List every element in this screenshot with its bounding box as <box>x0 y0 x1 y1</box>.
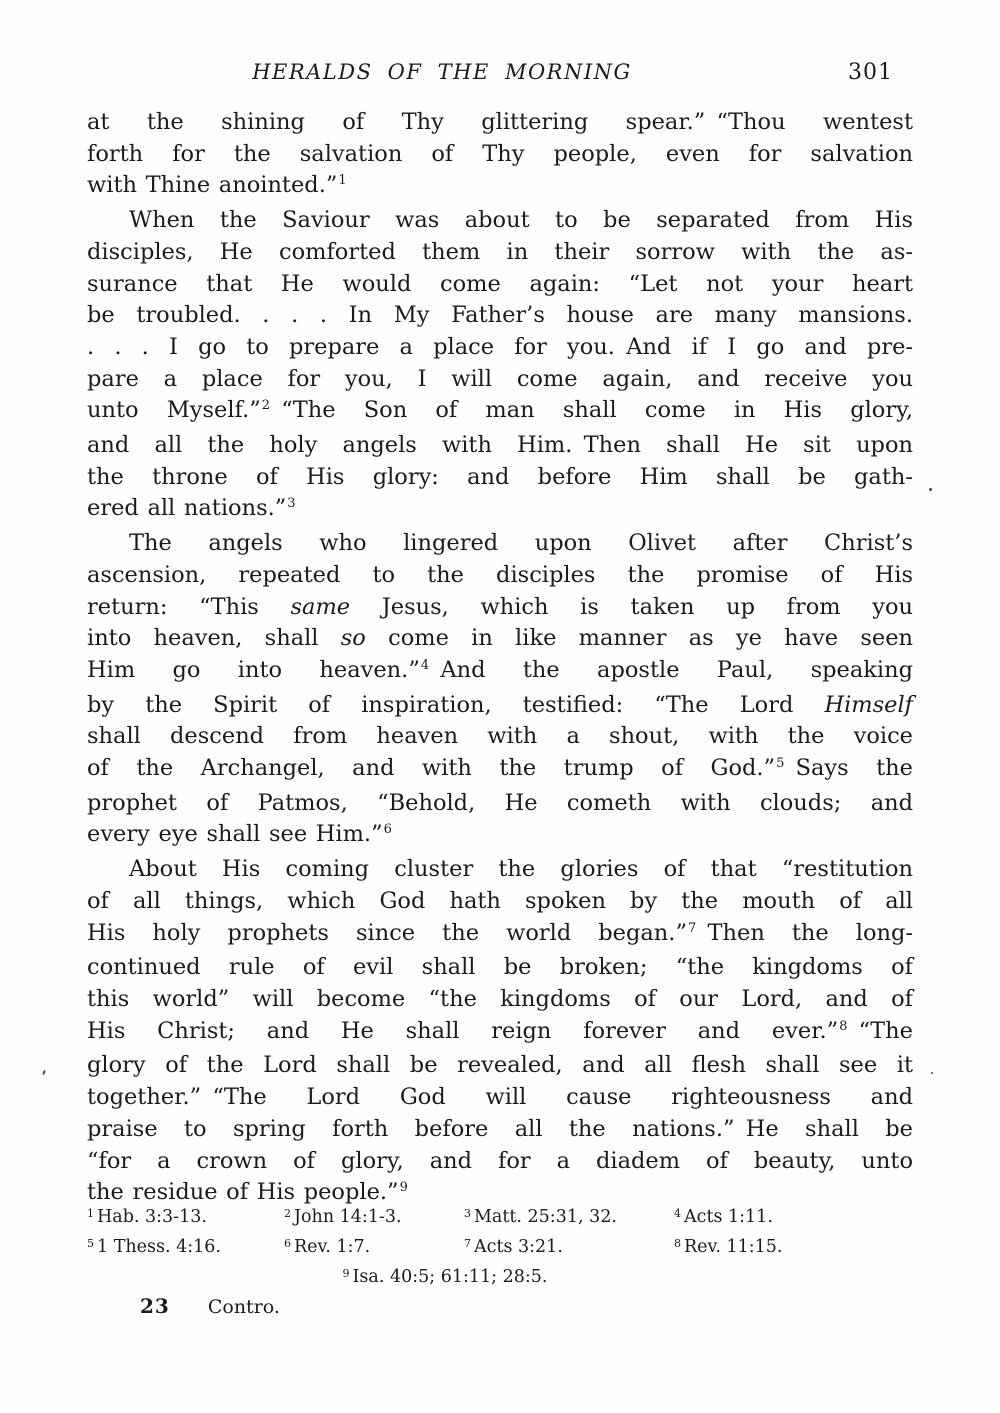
footnote: $^3$ Matt. 25:31, 32. <box>464 1207 617 1227</box>
text-segment: When the Saviour was about to be separated from His <box>129 207 913 234</box>
footnote: $^6$ Rev. 1:7. <box>284 1237 371 1257</box>
text-segment: shall descend from heaven with a shout, with the voice <box>87 723 913 750</box>
text-line <box>87 819 913 854</box>
footnote-ref: 9 <box>399 1180 408 1196</box>
text-segment: “The <box>847 1017 913 1044</box>
footnotes <box>87 1203 913 1293</box>
text-segment: “for a crown of glory, and for a diadem of beauty, unto <box>87 1147 913 1174</box>
text-segment: return: “This <box>87 593 291 620</box>
text-segment: . . . I go to prepare a place for you. And if I go and pre- <box>87 333 913 360</box>
text-segment: the residue of His people.” <box>87 1179 399 1206</box>
text-line <box>87 493 913 528</box>
text-segment: unto Myself.” <box>87 397 261 424</box>
footnote: $^9$ Isa. 40:5; 61:11; 28:5. <box>342 1267 548 1287</box>
text-line <box>87 918 913 953</box>
text-segment: and all the holy angels with Him. Then shall He sit upon <box>87 432 913 459</box>
text-segment: into heaven, shall <box>87 625 341 652</box>
footnote-ref: 3 <box>287 496 296 512</box>
text-line <box>87 107 913 139</box>
text-segment: ered all nations.” <box>87 495 287 522</box>
italic-text: so <box>340 625 366 652</box>
text-segment: Him go into heaven.” <box>87 656 420 683</box>
footnote-ref: 2 <box>261 398 271 414</box>
text-line <box>87 1082 913 1114</box>
text-line <box>87 721 913 753</box>
footnote-ref: 1 <box>338 173 347 189</box>
text-segment: Jesus, which is taken up from you <box>350 593 914 620</box>
running-title: HERALDS OF THE MORNING <box>252 60 632 84</box>
text-line <box>87 269 913 301</box>
text-segment: praise to spring forth before all the nations.” He shall be <box>87 1115 913 1142</box>
text-segment: come in like manner as ye have seen <box>365 625 914 652</box>
text-line <box>87 430 913 462</box>
scan-speck <box>931 1072 933 1074</box>
text-line <box>87 364 913 396</box>
text-line <box>87 462 913 494</box>
footnote-number: 1 <box>87 1207 94 1220</box>
text-segment: surance that He would come again: “Let not your heart <box>87 270 913 297</box>
footnote: $^2$ John 14:1-3. <box>284 1207 402 1227</box>
footnote-ref: 5 <box>776 756 785 772</box>
footnote-row <box>87 1203 913 1233</box>
footnote-ref: 7 <box>687 920 697 936</box>
footnote: $^5$ 1 Thess. 4:16. <box>87 1237 221 1257</box>
text-line <box>87 753 913 788</box>
text-segment: glory of the Lord shall be revealed, and all flesh shall see it <box>87 1052 913 1079</box>
footnote-number: 7 <box>464 1237 471 1250</box>
footnote-row <box>87 1233 913 1263</box>
text-segment: Says the <box>784 755 913 782</box>
footnote-ref: 6 <box>383 822 392 838</box>
text-segment: “The Son of man shall come in His glory, <box>270 397 913 424</box>
text-segment: disciples, He comforted them in their sorrow with the as- <box>87 238 913 265</box>
text-line <box>87 528 913 560</box>
text-line <box>87 623 913 655</box>
text-segment: His holy prophets since the world began.” <box>87 919 687 946</box>
footnote-row-centered <box>87 1263 913 1293</box>
scan-speck <box>42 1070 46 1075</box>
text-line <box>87 300 913 332</box>
footnote-number: 5 <box>87 1237 94 1250</box>
text-segment: ascension, repeated to the disciples the promise of His <box>87 561 913 588</box>
text-line <box>87 205 913 237</box>
text-line <box>87 655 913 690</box>
page-number: 301 <box>848 60 893 85</box>
text-line <box>87 984 913 1016</box>
text-segment: be troubled. . . . In My Father’s house are many mansions. <box>87 302 913 329</box>
text-segment: About His coming cluster the glories of that “restitution <box>129 856 913 883</box>
page-header <box>87 60 913 92</box>
text-segment: this world” will become “the kingdoms of our Lord, and of <box>87 985 913 1012</box>
text-line <box>87 1016 913 1051</box>
footnote: $^4$ Acts 1:11. <box>674 1207 773 1227</box>
body-text <box>87 107 913 1212</box>
text-line <box>87 395 913 430</box>
text-segment: And the apostle Paul, speaking <box>429 656 913 683</box>
footnote-number: 6 <box>284 1237 291 1250</box>
text-segment: continued rule of evil shall be broken; “the kingdoms of <box>87 954 913 981</box>
text-segment: His Christ; and He shall reign forever and ever.” <box>87 1017 839 1044</box>
text-segment: every eye shall see Him.” <box>87 821 383 848</box>
scan-speck <box>929 488 932 491</box>
text-segment: by the Spirit of inspiration, testified: “The Lord <box>87 691 825 718</box>
text-segment: of all things, which God hath spoken by the mouth of all <box>87 887 913 914</box>
footnote: $^8$ Rev. 11:15. <box>674 1237 783 1257</box>
text-segment: prophet of Patmos, “Behold, He cometh with clouds; and <box>87 789 913 816</box>
text-line <box>87 952 913 984</box>
text-segment: at the shining of Thy glittering spear.” “Thou wentest <box>87 109 913 135</box>
text-line <box>87 139 913 171</box>
text-segment: forth for the salvation of Thy people, even for salvation <box>87 140 913 167</box>
text-line <box>87 592 913 624</box>
text-segment: of the Archangel, and with the trump of God.” <box>87 755 776 782</box>
footnote-ref: 4 <box>420 657 430 673</box>
text-segment: with Thine anointed.” <box>87 172 338 199</box>
text-line <box>87 854 913 886</box>
footnote-number: 2 <box>284 1207 291 1220</box>
footnote: $^1$ Hab. 3:3-13. <box>87 1207 207 1227</box>
signature-label: Contro. <box>207 1296 280 1318</box>
text-line <box>87 332 913 364</box>
text-line <box>87 237 913 269</box>
footnote-number: 8 <box>674 1237 681 1250</box>
italic-text: Himself <box>824 691 913 718</box>
page-footer <box>140 1294 280 1318</box>
footnote-ref: 8 <box>839 1018 848 1034</box>
text-line <box>87 1146 913 1178</box>
footnote-number: 3 <box>464 1207 471 1220</box>
italic-text: same <box>290 593 351 620</box>
footnote-number: 9 <box>342 1267 350 1280</box>
footnote: $^7$ Acts 3:21. <box>464 1237 563 1257</box>
signature-number: 23 <box>140 1294 170 1318</box>
footnote-number: 4 <box>674 1207 681 1220</box>
text-segment: Then the long- <box>696 919 913 946</box>
text-segment: pare a place for you, I will come again, and receive you <box>87 365 913 392</box>
text-segment: The angels who lingered upon Olivet after Christ’s <box>129 530 913 557</box>
text-line <box>87 690 913 722</box>
text-line <box>87 560 913 592</box>
text-segment: together.” “The Lord God will cause righteousness and <box>87 1084 913 1111</box>
text-line <box>87 788 913 820</box>
text-line <box>87 170 913 205</box>
text-line <box>87 1114 913 1146</box>
text-segment: the throne of His glory: and before Him shall be gath- <box>87 463 913 490</box>
text-line <box>87 1050 913 1082</box>
text-line <box>87 886 913 918</box>
